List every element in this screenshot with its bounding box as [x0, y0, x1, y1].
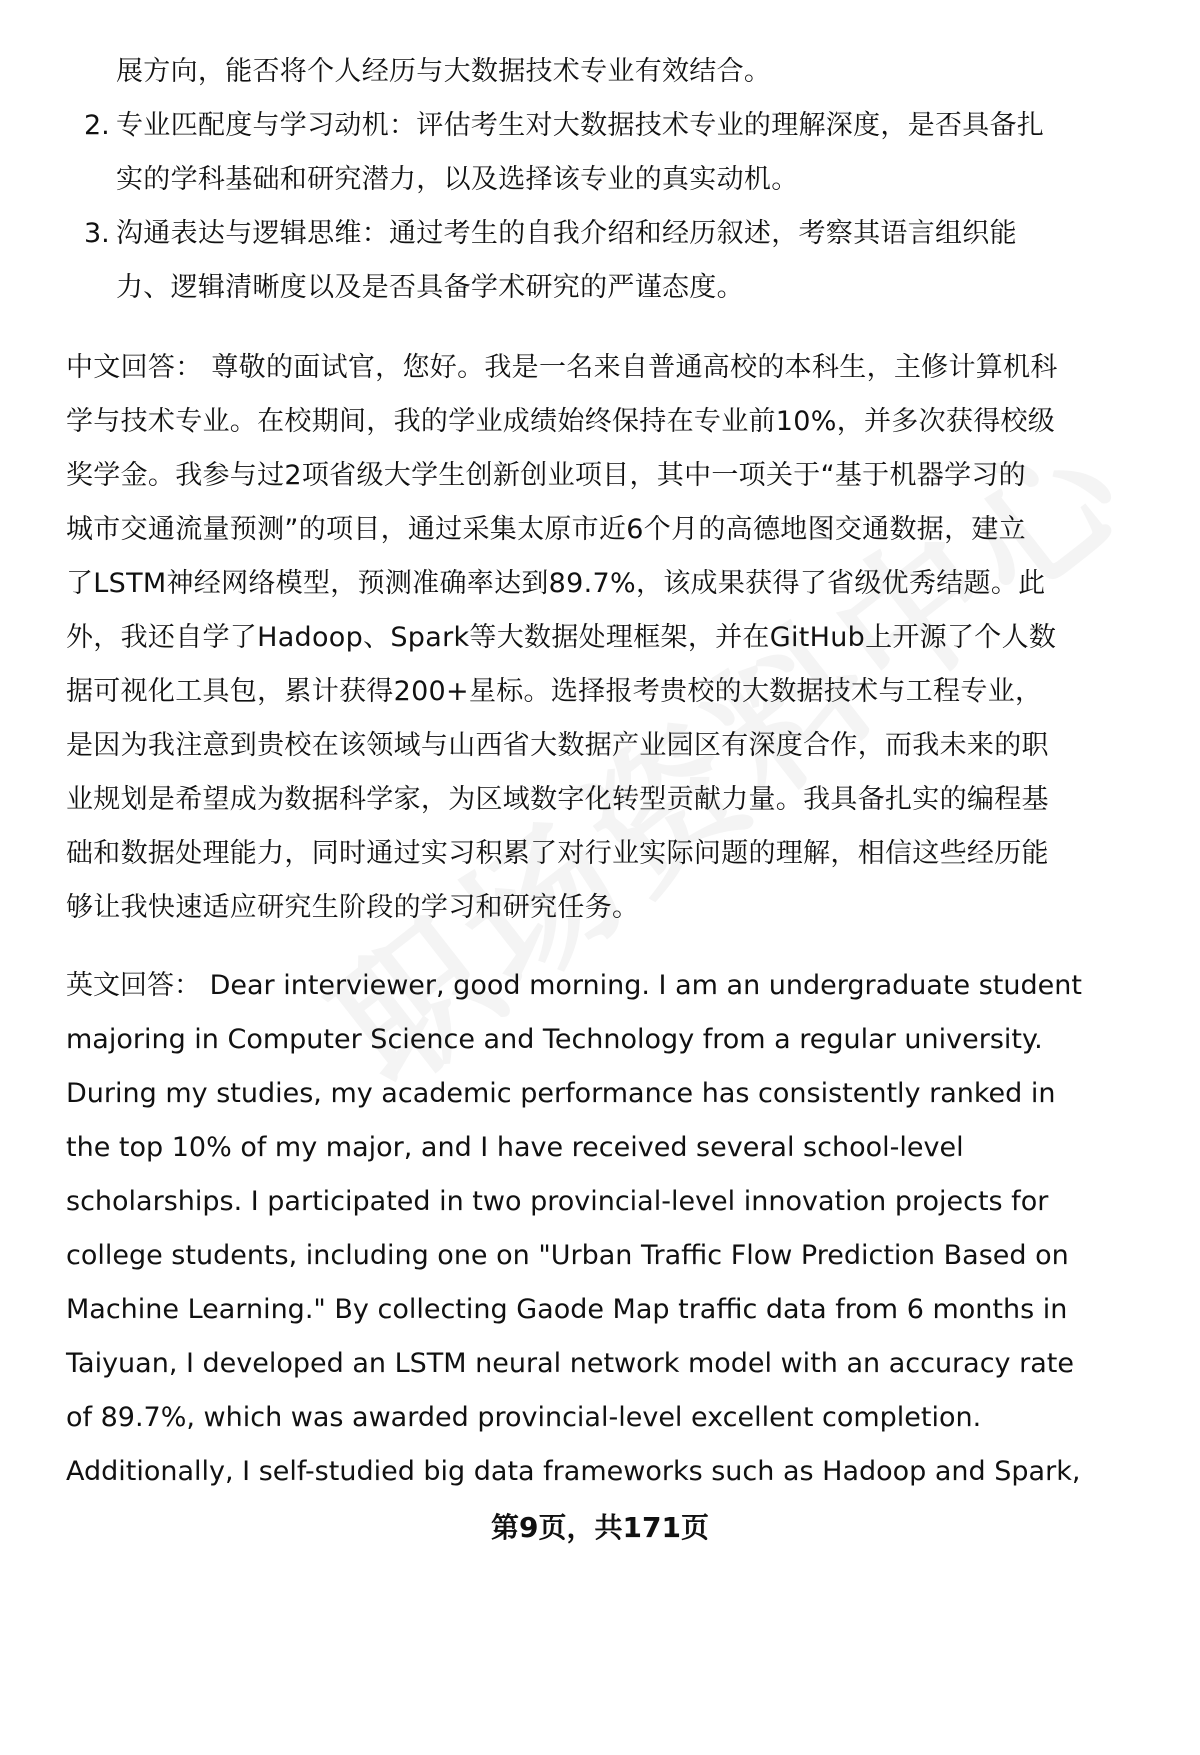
english-answer-line: 英文回答： Dear interviewer, good morning. I am an undergraduate student — [66, 970, 1082, 1001]
chinese-answer-line: 业规划是希望成为数据科学家，为区域数字化转型贡献力量。我具备扎实的编程基 — [66, 784, 1049, 815]
english-answer-line: Machine Learning." By collecting Gaode Map traffic data from 6 months in — [66, 1294, 1068, 1325]
chinese-answer-line: 是因为我注意到贵校在该领域与山西省大数据产业园区有深度合作，而我未来的职 — [66, 730, 1049, 761]
english-answer-line: Taiyuan, I developed an LSTM neural network model with an accuracy rate — [66, 1348, 1074, 1379]
chinese-answer-line: 中文回答： 尊敬的面试官，您好。我是一名来自普通高校的本科生，主修计算机科 — [66, 352, 1058, 383]
english-answer-line: Additionally, I self-studied big data frameworks such as Hadoop and Spark, — [66, 1456, 1081, 1487]
criteria-continuation: 展方向，能否将个人经历与大数据技术专业有效结合。 — [116, 56, 772, 87]
english-answer-line: majoring in Computer Science and Technology from a regular university. — [66, 1024, 1043, 1055]
page-number-footer: 第9页，共171页 — [491, 1511, 709, 1544]
chinese-answer-line: 学与技术专业。在校期间，我的学业成绩始终保持在专业前10%，并多次获得校级 — [66, 406, 1056, 437]
chinese-answer-line: 了LSTM神经网络模型，预测准确率达到89.7%，该成果获得了省级优秀结题。此 — [66, 568, 1046, 599]
criteria-item-2-line-2: 实的学科基础和研究潜力，以及选择该专业的真实动机。 — [116, 164, 799, 195]
criteria-item-3-line-2: 力、逻辑清晰度以及是否具备学术研究的严谨态度。 — [116, 272, 744, 303]
chinese-answer-line: 奖学金。我参与过2项省级大学生创新创业项目，其中一项关于“基于机器学习的 — [66, 460, 1026, 491]
english-answer-line: college students, including one on "Urban Traffic Flow Prediction Based on — [66, 1240, 1069, 1271]
chinese-answer-line: 外，我还自学了Hadoop、Spark等大数据处理框架，并在GitHub上开源了个人数 — [66, 622, 1057, 653]
criteria-number-2: 2. — [84, 110, 110, 141]
chinese-answer-line: 够让我快速适应研究生阶段的学习和研究任务。 — [66, 892, 640, 923]
chinese-answer-line: 城市交通流量预测”的项目，通过采集太原市近6个月的高德地图交通数据，建立 — [66, 514, 1026, 545]
english-answer-line: of 89.7%, which was awarded provincial-level excellent completion. — [66, 1402, 982, 1433]
english-answer-line: the top 10% of my major, and I have received several school-level — [66, 1132, 964, 1163]
chinese-answer-line: 础和数据处理能力，同时通过实习积累了对行业实际问题的理解，相信这些经历能 — [66, 838, 1049, 869]
criteria-item-2-line-1: 专业匹配度与学习动机：评估考生对大数据技术专业的理解深度，是否具备扎 — [116, 110, 1045, 141]
criteria-item-3-line-1: 沟通表达与逻辑思维：通过考生的自我介绍和经历叙述，考察其语言组织能 — [116, 218, 1017, 249]
english-answer-line: scholarships. I participated in two provincial-level innovation projects for — [66, 1186, 1049, 1217]
criteria-number-3: 3. — [84, 218, 110, 249]
english-answer-line: During my studies, my academic performance has consistently ranked in — [66, 1078, 1056, 1109]
chinese-answer-line: 据可视化工具包，累计获得200+星标。选择报考贵校的大数据技术与工程专业， — [66, 676, 1043, 707]
